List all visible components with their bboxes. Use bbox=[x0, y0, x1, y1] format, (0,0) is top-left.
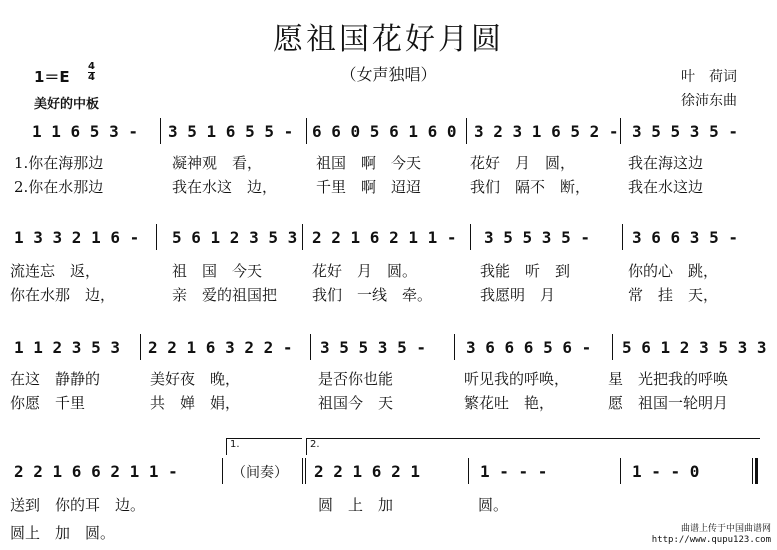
barline bbox=[620, 118, 621, 144]
lyric: 我能 听 到 bbox=[480, 262, 571, 280]
score-line-1 bbox=[0, 122, 777, 148]
barline bbox=[222, 458, 223, 484]
barline bbox=[140, 334, 141, 360]
lyric: 亲 爱的祖国把 bbox=[172, 286, 278, 304]
lyric-row bbox=[0, 368, 777, 394]
final-barline bbox=[752, 458, 753, 484]
lyric: 我们 隔不 断， bbox=[470, 178, 591, 196]
watermark-line-1: 曲谱上传于中国曲谱网 bbox=[680, 524, 771, 534]
measure-notes: 1 - - 0 bbox=[632, 462, 700, 481]
barline bbox=[622, 224, 623, 250]
measure-notes: 5 6 1 2 3 5 3 bbox=[172, 228, 298, 247]
song-subtitle: （女声独唱） bbox=[340, 65, 437, 84]
measure-notes: 1 1 2 3 5 3 bbox=[14, 338, 120, 357]
composer-credit: 徐沛东曲 bbox=[681, 93, 737, 109]
lyric: 圆 上 加 bbox=[318, 496, 394, 514]
lyric: 是否你也能 bbox=[318, 370, 394, 388]
barline bbox=[468, 458, 469, 484]
measure-notes: 6 6 0 5 6 1 6 0 bbox=[312, 122, 457, 141]
barline bbox=[470, 224, 471, 250]
lyric: 你的心 跳， bbox=[628, 262, 719, 280]
lyric: 千里 啊 迢迢 bbox=[316, 178, 422, 196]
measure-notes: 5 6 1 2 3 5 3 3 bbox=[622, 338, 767, 357]
volta-1: 1. bbox=[226, 438, 302, 455]
barline bbox=[454, 334, 455, 360]
lyric: 我在水这边 bbox=[628, 178, 704, 196]
lyric-row bbox=[0, 152, 777, 178]
barline bbox=[466, 118, 467, 144]
repeat-barline bbox=[305, 458, 306, 484]
measure-notes: 3 5 5 3 5 - bbox=[484, 228, 590, 247]
barline bbox=[302, 224, 303, 250]
measure-notes: 3 2 3 1 6 5 2 - bbox=[474, 122, 619, 141]
score-line-3 bbox=[0, 338, 777, 364]
lyric: 在这 静静的 bbox=[10, 370, 101, 388]
lyric: 圆。 bbox=[478, 496, 509, 514]
lyric: 我在水这 边， bbox=[172, 178, 278, 196]
barline bbox=[156, 224, 157, 250]
lyric: 星 光把我的呼唤 bbox=[608, 370, 729, 388]
interlude-label: （间奏） bbox=[232, 465, 288, 481]
time-signature-bottom: 4 bbox=[88, 72, 95, 83]
final-barline-thick bbox=[755, 458, 758, 484]
lyric: 我在海这边 bbox=[628, 154, 704, 172]
lyric: 花好 月 圆， bbox=[470, 154, 576, 172]
lyric: 祖 国 今天 bbox=[172, 262, 263, 280]
repeat-barline bbox=[302, 458, 303, 484]
volta-2: 2. bbox=[306, 438, 760, 455]
barline bbox=[310, 334, 311, 360]
measure-notes: 3 5 5 3 5 - bbox=[320, 338, 426, 357]
lyric: 你在水那 边， bbox=[10, 286, 116, 304]
lyric: 你愿 千里 bbox=[10, 394, 86, 412]
measure-notes: 2 2 1 6 2 1 1 - bbox=[312, 228, 457, 247]
score-line-4 bbox=[0, 462, 777, 488]
lyric: 圆上 加 圆。 bbox=[10, 524, 116, 542]
watermark-line-2: http://www.qupu123.com bbox=[651, 535, 771, 545]
lyric: 我们 一线 牵。 bbox=[312, 286, 433, 304]
time-signature-top: 4 bbox=[88, 61, 95, 72]
measure-notes: 3 5 1 6 5 5 - bbox=[168, 122, 294, 141]
measure-notes: 3 6 6 3 5 - bbox=[632, 228, 738, 247]
lyric: 1.你在海那边 bbox=[14, 154, 104, 172]
lyric-row bbox=[0, 176, 777, 202]
barline bbox=[612, 334, 613, 360]
lyric: 共 婵 娟， bbox=[150, 394, 241, 412]
measure-notes: 2 2 1 6 2 1 bbox=[314, 462, 420, 481]
lyric: 凝神观 看， bbox=[172, 154, 263, 172]
lyric: 祖国 啊 今天 bbox=[316, 154, 422, 172]
measure-notes: 1 - - - bbox=[480, 462, 548, 481]
lyric: 我愿明 月 bbox=[480, 286, 556, 304]
measure-notes: 2 2 1 6 3 2 2 - bbox=[148, 338, 293, 357]
lyric: 送到 你的耳 边。 bbox=[10, 496, 146, 514]
key-signature: 1＝E bbox=[34, 68, 70, 86]
lyric: 听见我的呼唤， bbox=[464, 370, 570, 388]
barline bbox=[306, 118, 307, 144]
lyric-row bbox=[0, 392, 777, 418]
tempo-marking: 美好的中板 bbox=[34, 97, 100, 112]
lyric: 常 挂 天， bbox=[628, 286, 719, 304]
lyric: 愿 祖国一轮明月 bbox=[608, 394, 729, 412]
score-line-2 bbox=[0, 228, 777, 254]
measure-notes: 1 1 6 5 3 - bbox=[32, 122, 138, 141]
watermark-footer bbox=[652, 524, 771, 546]
measure-notes: 1 3 3 2 1 6 - bbox=[14, 228, 140, 247]
barline bbox=[160, 118, 161, 144]
barline bbox=[620, 458, 621, 484]
lyric: 繁花吐 艳， bbox=[464, 394, 555, 412]
lyric: 流连忘 返， bbox=[10, 262, 101, 280]
song-title: 愿祖国花好月圆 bbox=[273, 22, 504, 57]
time-signature bbox=[88, 62, 95, 83]
measure-notes: 3 6 6 6 5 6 - bbox=[466, 338, 592, 357]
lyric-row bbox=[0, 284, 777, 310]
lyric: 2.你在水那边 bbox=[14, 178, 104, 196]
lyric-row bbox=[0, 494, 777, 520]
measure-notes: 2 2 1 6 6 2 1 1 - bbox=[14, 462, 178, 481]
lyric: 美好夜 晚， bbox=[150, 370, 241, 388]
lyricist-credit: 叶 荷词 bbox=[681, 69, 737, 85]
lyric: 花好 月 圆。 bbox=[312, 262, 418, 280]
lyric-row bbox=[0, 260, 777, 286]
measure-notes: 3 5 5 3 5 - bbox=[632, 122, 738, 141]
lyric: 祖国今 天 bbox=[318, 394, 394, 412]
